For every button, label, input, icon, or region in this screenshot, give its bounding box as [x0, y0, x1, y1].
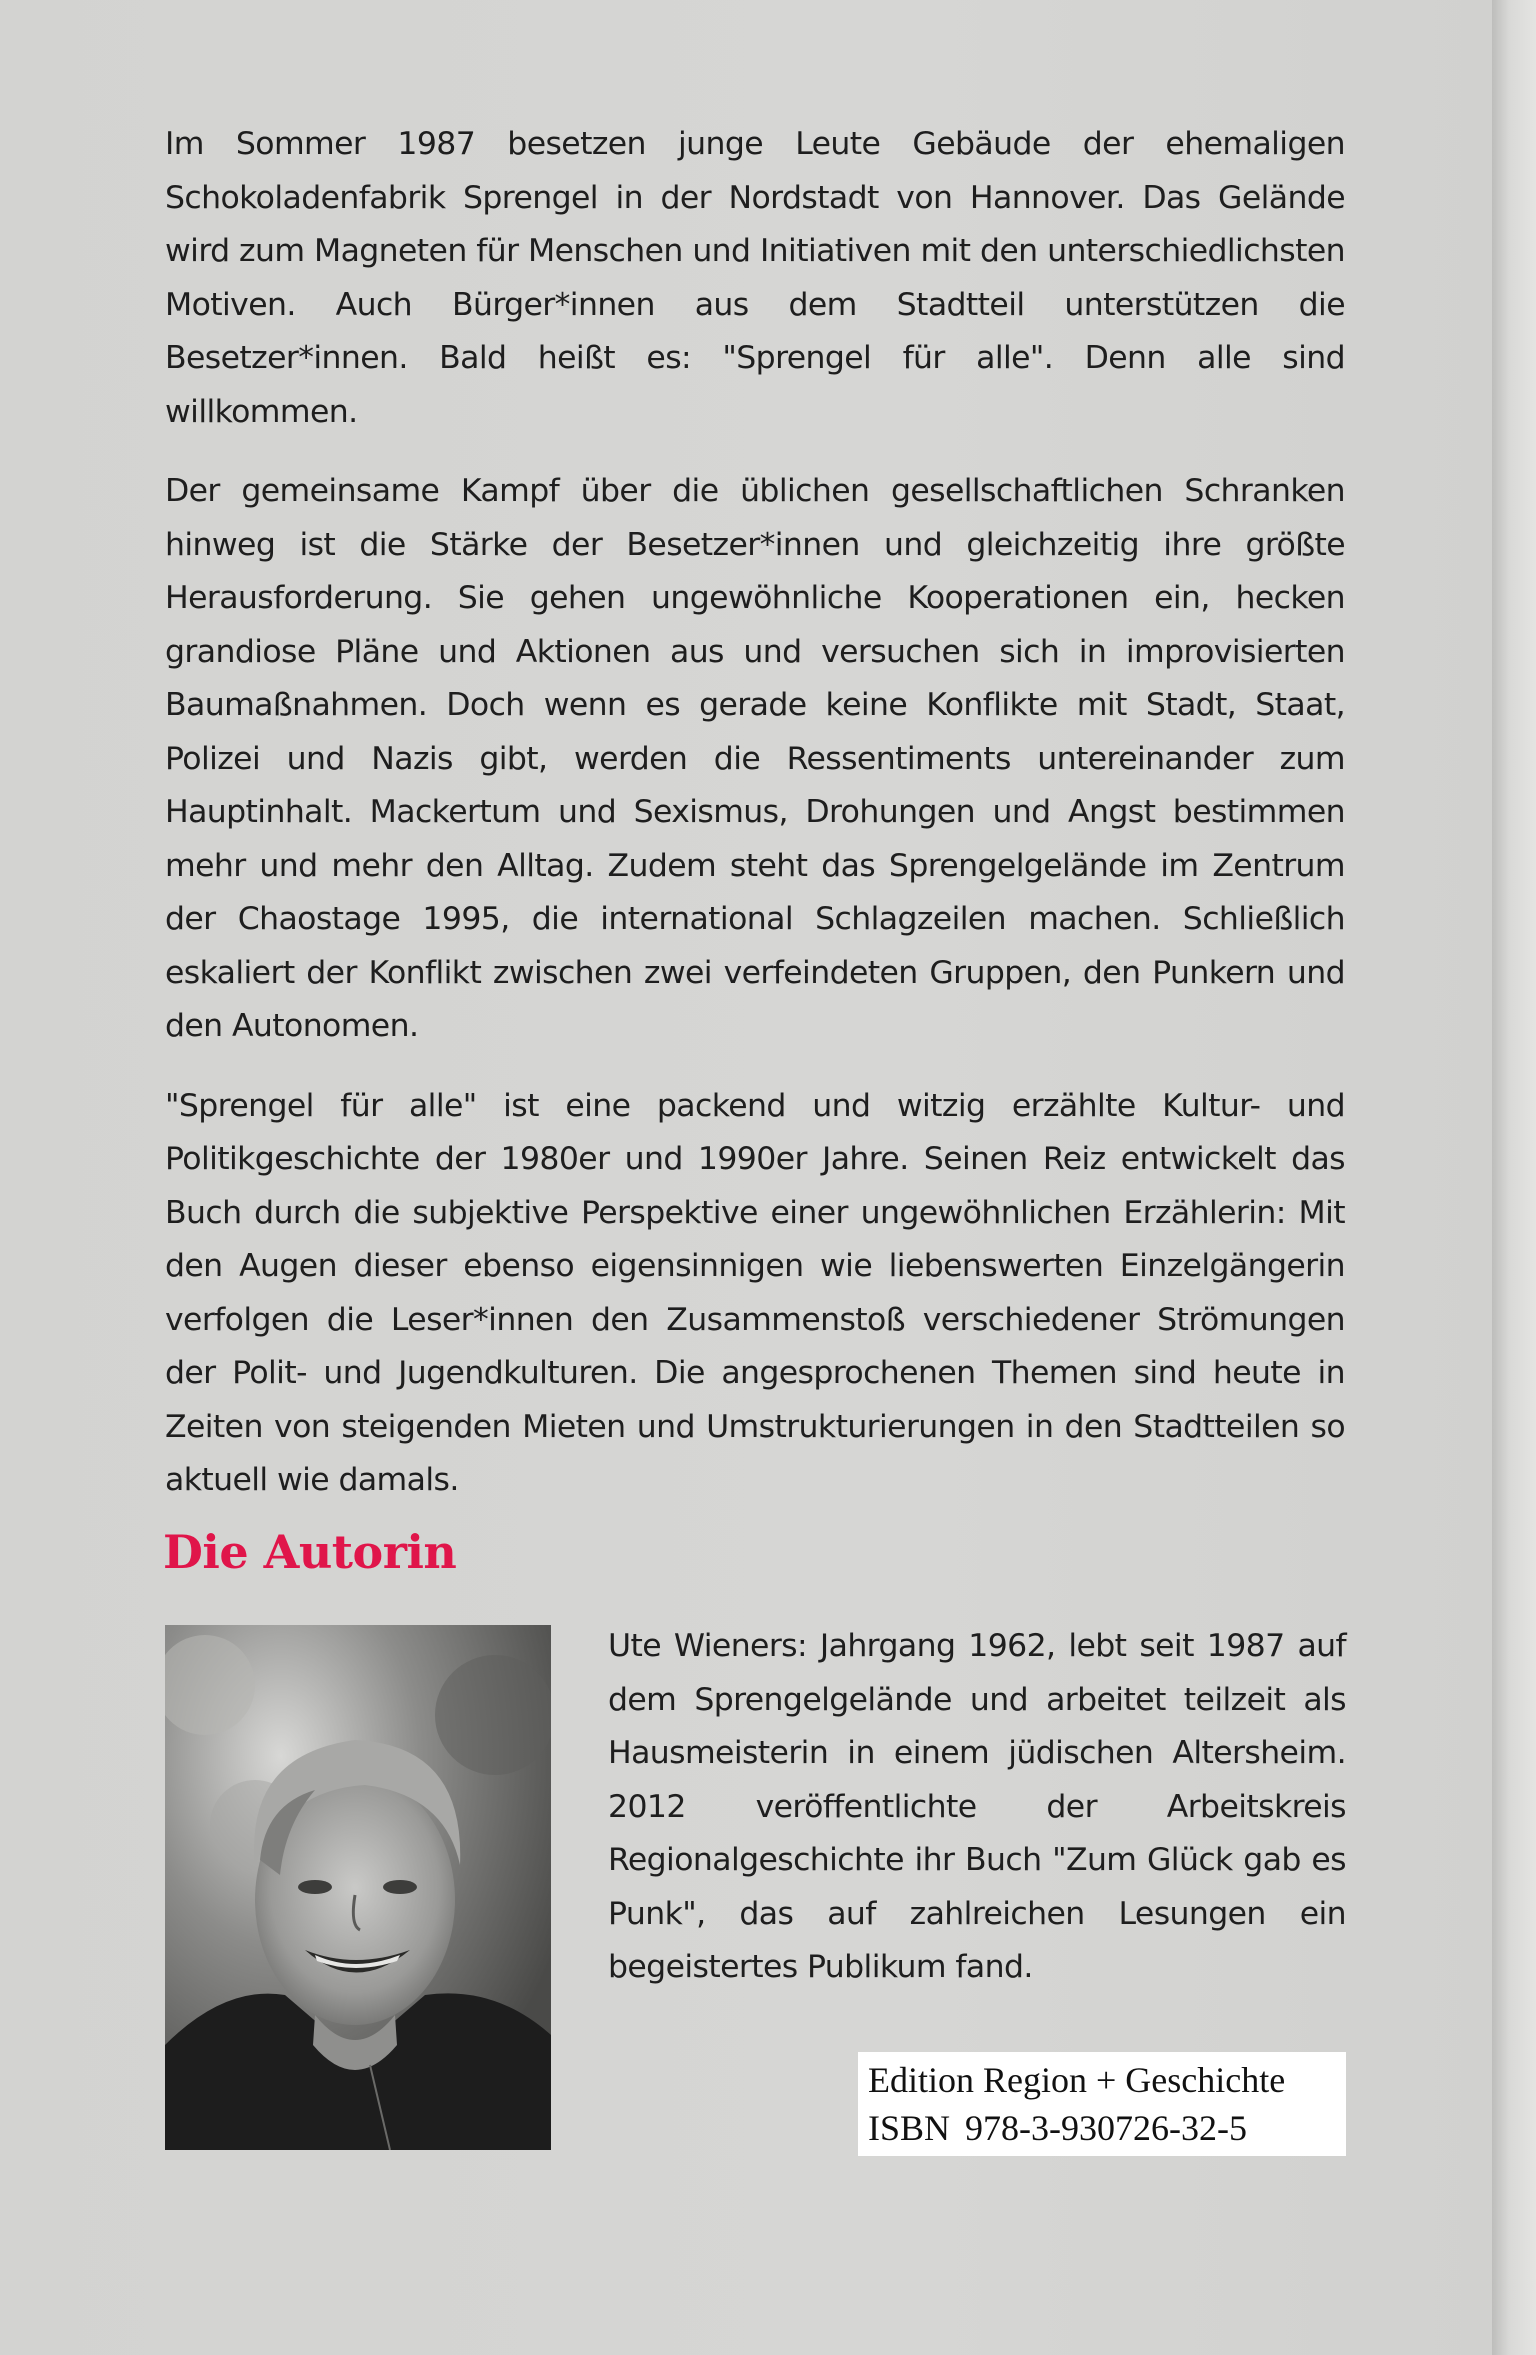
cover-edge	[1492, 0, 1536, 2355]
publisher-label: Edition Region + Geschichte	[868, 2060, 1286, 2100]
blurb-paragraph-2: Der gemeinsame Kampf über die üblichen gesellschaftlichen Schranken hinweg ist die Stärke der Besetzer*innen und gleichzeitig ihre größte Herausforderung. Sie gehen ungewöhnliche Kooperationen ein, hecken grandiose Pläne und Aktionen aus und versuchen sich in improvisierten Baumaßnahmen. Doch wenn es gerade keine Konflikte mit Stadt, Staat, Polizei und Nazis gibt, werden die Ressentiments untereinander zum Hauptinhalt. Mackertum und Sexismus, Drohungen und Angst bestimmen mehr und mehr den Alltag. Zudem steht das Sprengelgelände im Zentrum der Chaostage 1995, die international Schlagzeilen machen. Schließlich eskaliert der Konflikt zwischen zwei verfeindeten Gruppen, den Punkern und den Autonomen.	[165, 473, 1345, 1044]
blurb-paragraph-1: Im Sommer 1987 besetzen junge Leute Gebäude der ehemaligen Schokoladenfabrik Sprengel in der Nordstadt von Hannover. Das Gelände wird zum Magneten für Menschen und Initiativen mit den unterschiedlichsten Motiven. Auch Bürger*innen aus dem Stadtteil unterstützen die Besetzer*innen. Bald heißt es: "Sprengel für alle". Denn alle sind willkommen.	[165, 126, 1345, 430]
blurb-paragraph-3: "Sprengel für alle" ist eine packend und witzig erzählte Kultur- und Politikgeschichte der 1980er und 1990er Jahre. Seinen Reiz entwickelt das Buch durch die subjektive Perspektive einer ungewöhnlichen Erzählerin: Mit den Augen dieser ebenso eigensinnigen wie liebenswerten Einzelgängerin verfolgen die Leser*innen den Zusammenstoß verschiedener Strömungen der Polit- und Jugendkulturen. Die angesprochenen Themen sind heute in Zeiten von steigenden Mieten und Umstrukturierungen in den Stadtteilen so aktuell wie damals.	[165, 1087, 1345, 1498]
isbn-label: ISBN 978-3-930726-32-5	[868, 2108, 1247, 2148]
author-bio: Ute Wieners: Jahrgang 1962, lebt seit 1987 auf dem Sprengelgelände und arbeitet teilzeit als Hausmeisterin in einem jüdischen Altersheim. 2012 veröffentlichte der Arbeitskreis Regionalgeschichte ihr Buch "Zum Glück gab es Punk", das auf zahlreichen Lesungen ein begeistertes Publikum fand.	[608, 1628, 1346, 1985]
blurb-text	[165, 118, 1345, 1534]
author-photo	[165, 1625, 551, 2150]
imprint-box	[858, 2052, 1346, 2156]
author-heading: Die Autorin	[163, 1525, 457, 1579]
